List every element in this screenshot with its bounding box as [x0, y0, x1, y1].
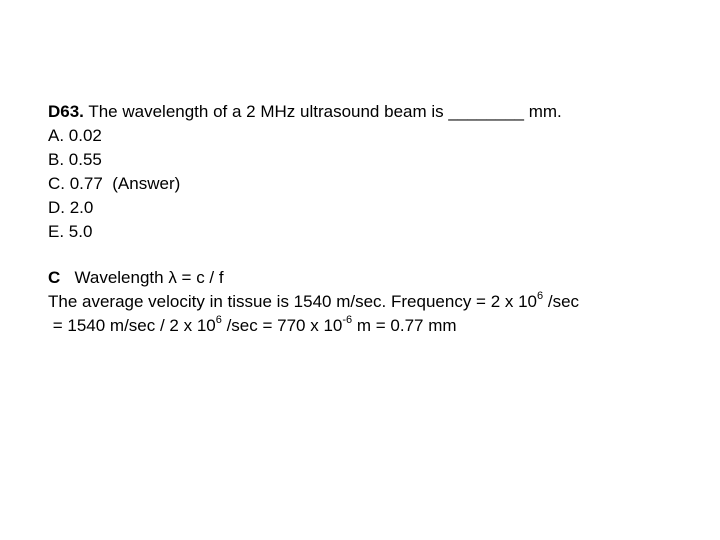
- question-block: [48, 100, 708, 338]
- exponent: 6: [537, 290, 544, 303]
- answer-letter: C: [48, 268, 61, 287]
- option-e: E. 5.0: [48, 222, 93, 241]
- option-a: A. 0.02: [48, 126, 102, 145]
- option-b: B. 0.55: [48, 150, 102, 169]
- option-d: D. 2.0: [48, 198, 94, 217]
- result-part-2: /sec = 770 x 10: [221, 316, 343, 335]
- formula: Wavelength λ = c / f: [60, 268, 224, 287]
- explanation-result-line: [48, 314, 708, 338]
- question-line: [48, 100, 708, 124]
- explanation-formula-line: [48, 266, 708, 290]
- exponent: -6: [342, 314, 353, 327]
- exponent: 6: [215, 314, 222, 327]
- question-id: D63.: [48, 102, 84, 121]
- spacer: [48, 244, 708, 266]
- velocity-text: The average velocity in tissue is 1540 m/sec. Frequency = 2 x 10: [48, 292, 537, 311]
- explanation-velocity-line: [48, 290, 708, 314]
- result-part-3: m = 0.77 mm: [352, 316, 457, 335]
- velocity-unit: /sec: [543, 292, 580, 311]
- question-prompt: The wavelength of a 2 MHz ultrasound beam is ________ mm.: [83, 102, 562, 121]
- option-c: C. 0.77 (Answer): [48, 174, 181, 193]
- result-part-1: = 1540 m/sec / 2 x 10: [48, 316, 216, 335]
